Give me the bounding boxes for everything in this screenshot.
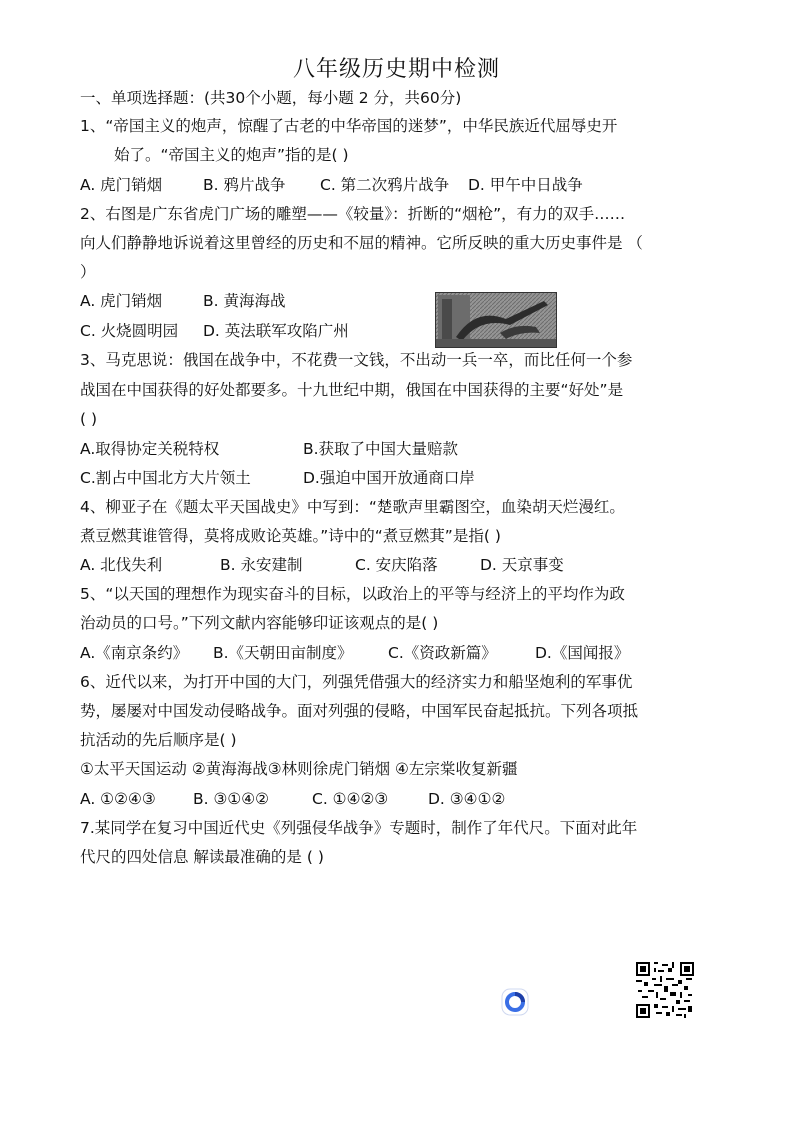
q4-option-c: C. 安庆陷落 [355,556,438,574]
question-6-line-1: 6、近代以来，为打开中国的大门，列强凭借强大的经济实力和船坚炮利的军事优 [80,673,633,691]
q6-option-d: D. ③④①② [428,790,506,808]
question-3-line-1: 3、马克思说：俄国在战争中，不花费一文钱，不出动一兵一卒，而比任何一个参 [80,351,633,369]
question-3-line-2: 战国在中国获得的好处都要多。十九世纪中期，俄国在中国获得的主要“好处”是 [80,381,624,399]
question-4-line-2: 煮豆燃萁谁管得，莫将成败论英雄。”诗中的“煮豆燃萁”是指( ) [80,527,501,545]
question-6-line-3: 抗活动的先后顺序是( ) [80,731,237,749]
question-5-line-2: 治动员的口号。”下列文献内容能够印证该观点的是( ) [80,614,439,632]
qr-code-icon [636,962,694,1018]
q1-option-a: A. 虎门销烟 [80,176,163,194]
question-6-line-4: ①太平天国运动 ②黄海海战③林则徐虎门销烟 ④左宗棠收复新疆 [80,760,518,778]
q4-option-b: B. 永安建制 [220,556,303,574]
question-3-line-3: ( ) [80,410,98,428]
q3-option-b: B.获取了中国大量赔款 [303,440,459,458]
q2-option-b: B. 黄海海战 [203,292,286,310]
q3-option-d: D.强迫中国开放通商口岸 [303,469,475,487]
section-heading: 一、单项选择题：(共30个小题，每小题 2 分，共60分) [80,89,462,107]
question-1-line-2: 始了。“帝国主义的炮声”指的是( ) [114,146,349,164]
question-1-line-1: 1、“帝国主义的炮声，惊醒了古老的中华帝国的迷梦”，中华民族近代屈辱史开 [80,117,618,135]
q5-option-c: C.《资政新篇》 [388,644,497,662]
question-5-line-1: 5、“以天国的理想作为现实奋斗的目标，以政治上的平等与经济上的平均作为政 [80,585,625,603]
q6-option-a: A. ①②④③ [80,790,156,808]
question-2-line-3: ） [80,263,96,281]
q5-option-b: B.《天朝田亩制度》 [213,644,353,662]
q2-option-d: D. 英法联军攻陷广州 [203,322,349,340]
q3-option-a: A.取得协定关税特权 [80,440,220,458]
question-6-line-2: 势，屡屡对中国发动侵略战争。面对列强的侵略，中国军民奋起抵抗。下列各项抵 [80,702,639,720]
q2-option-a: A. 虎门销烟 [80,292,163,310]
q1-option-b: B. 鸦片战争 [203,176,286,194]
q4-option-d: D. 天京事变 [480,556,564,574]
q6-option-c: C. ①④②③ [312,790,389,808]
q3-option-c: C.割占中国北方大片领土 [80,469,251,487]
q6-option-b: B. ③①④② [193,790,270,808]
question-7-line-1: 7.某同学在复习中国近代史《列强侵华战争》专题时，制作了年代尺。下面对此年 [80,819,638,837]
app-logo-icon[interactable] [501,988,529,1016]
question-2-line-1: 2、右图是广东省虎门广场的雕塑——《较量》：折断的“烟枪”，有力的双手…… [80,205,626,223]
question-2-line-2: 向人们静静地诉说着这里曾经的历史和不屈的精神。它所反映的重大历史事件是 （ [80,234,643,252]
question-7-line-2: 代尺的四处信息 解读最准确的是 ( ) [80,848,324,866]
q1-option-d: D. 甲午中日战争 [468,176,583,194]
page-title: 八年级历史期中检测 [292,57,500,82]
q4-option-a: A. 北伐失利 [80,556,163,574]
question-4-line-1: 4、柳亚子在《题太平天国战史》中写到：“楚歌声里霸图空，血染胡天烂漫红。 [80,498,625,516]
q1-option-c: C. 第二次鸦片战争 [320,176,450,194]
q5-option-a: A.《南京条约》 [80,644,189,662]
q5-option-d: D.《国闻报》 [535,644,630,662]
sculpture-photo [435,292,557,348]
q2-option-c: C. 火烧圆明园 [80,322,179,340]
